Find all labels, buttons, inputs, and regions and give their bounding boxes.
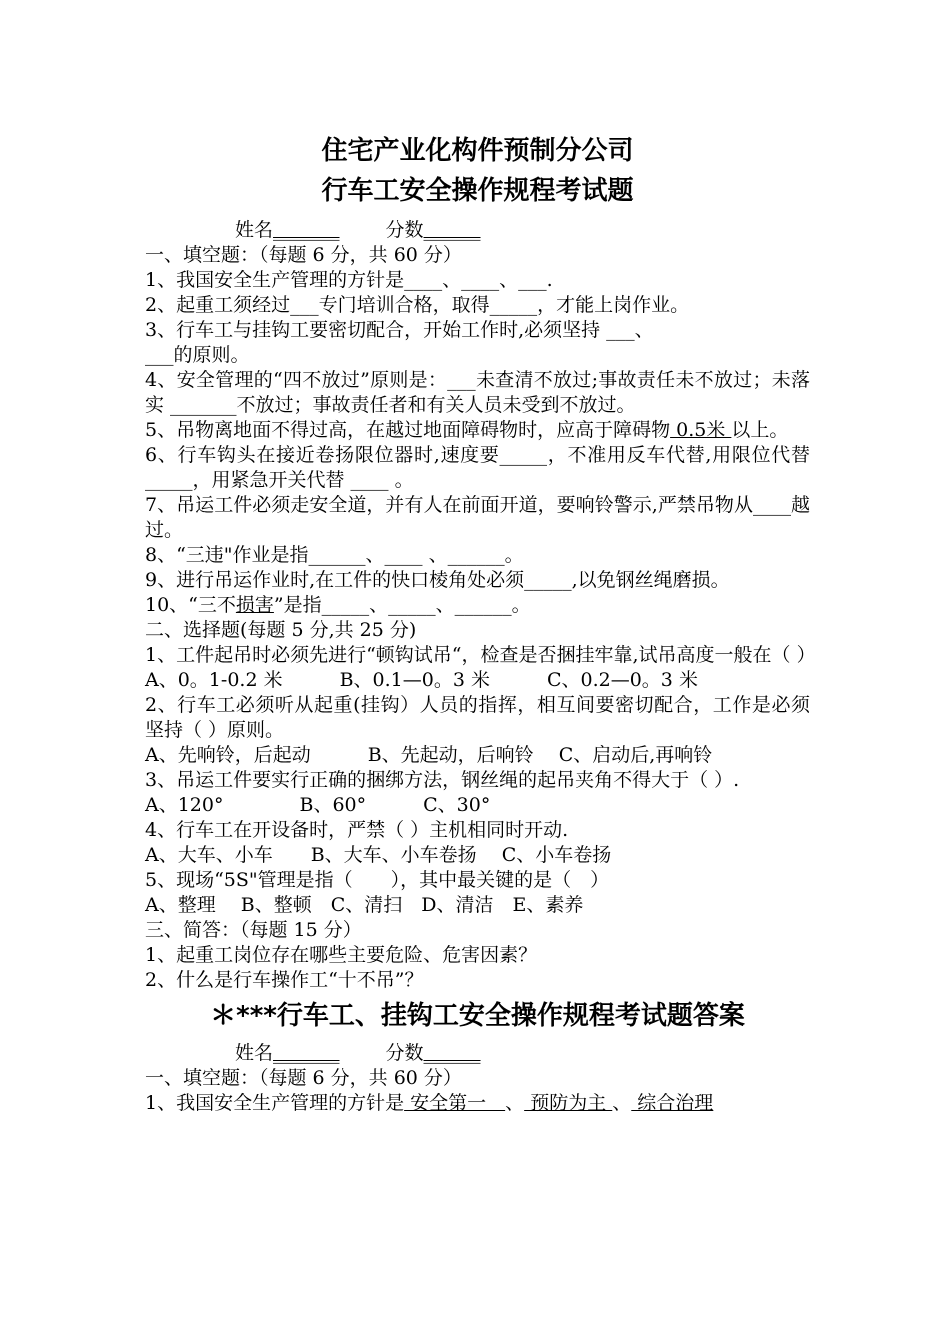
section-fill-blank: 一、填空题：（每题 6 分，共 60 分） (145, 244, 462, 266)
answer-score-blank: ______ (423, 1042, 481, 1064)
choice-2: 2、行车工必须听从起重(挂钩）人员的指挥，相互间要密切配合，工作是必须坚持（ ）原则。 (145, 694, 810, 741)
answer-name-blank: _______ (273, 1042, 340, 1064)
question-2: 2、起重工须经过___专门培训合格，取得_____，才能上岗作业。 (145, 294, 690, 316)
question-5-tail: 以上。 (731, 419, 789, 441)
answer-score-label: 分数 (385, 1042, 424, 1064)
short-answer-2: 2、什么是行车操作工“十不吊”？ (145, 969, 424, 991)
question-10-underlined: 损害 (235, 594, 274, 616)
question-10-tail: ”是指_____、_____、______。 (273, 594, 531, 616)
question-8: 8、“三违"作业是指______、____ 、______。 (145, 544, 524, 566)
choice-3-options: A、120° B、60° C、30° (145, 794, 491, 816)
question-6: 6、行车钩头在接近卷扬限位器时,速度要_____，不准用反车代替,用限位代替_____，用紧急开关代替 ____ 。 (145, 444, 810, 491)
answer-title: ＊***行车工、挂钩工安全操作规程考试题答案 (210, 1001, 745, 1031)
question-5-answer: 0.5米 (670, 419, 732, 441)
name-label: 姓名 (235, 219, 274, 241)
answer-1 (145, 1091, 810, 1116)
answer-1-text: 1、我国安全生产管理的方针是 (145, 1092, 405, 1114)
name-score-row (145, 218, 810, 243)
answer-1-value-1: 安全第一 (404, 1092, 506, 1114)
question-10-text: 10、“三不 (145, 594, 236, 616)
choice-4: 4、行车工在开设备时，严禁（ ）主机相同时开动. (145, 819, 569, 841)
section-choice: 二、选择题(每题 5 分,共 25 分) (145, 619, 417, 641)
answer-1-value-3: 综合治理 (631, 1092, 714, 1114)
question-3-line-1: 3、行车工与挂钩工要密切配合，开始工作时,必须坚持 ___、 (145, 319, 654, 341)
answer-1-value-2: 预防为主 (524, 1092, 613, 1114)
answer-1-sep-2: 、 (612, 1092, 632, 1114)
question-4: 4、安全管理的“四不放过”原则是：___未查清不放过;事故责任未不放过；未落实 _______不放过；事故责任者和有关人员未受到不放过。 (145, 369, 810, 416)
answer-name-label: 姓名 (235, 1042, 274, 1064)
answer-section-fill-blank: 一、填空题：（每题 6 分，共 60 分） (145, 1067, 462, 1089)
company-title: 住宅产业化构件预制分公司 (321, 136, 634, 166)
question-7: 7、吊运工件必须走安全道，并有人在前面开道，要响铃警示,严禁吊物从____越过。 (145, 494, 810, 541)
score-label: 分数 (385, 219, 424, 241)
choice-2-options: A、先响铃，后起动 B、先起动，后响铃 C、启动后,再响铃 (145, 744, 713, 766)
choice-3: 3、吊运工件要实行正确的捆绑方法，钢丝绳的起吊夹角不得大于（ ）. (145, 769, 740, 791)
question-9: 9、进行吊运作业时,在工件的快口棱角处必须_____,以免钢丝绳磨损。 (145, 569, 730, 591)
question-5-text: 5、吊物离地面不得过高，在越过地面障碍物时，应高于障碍物 (145, 419, 671, 441)
choice-1: 1、工件起吊时必须先进行“顿钩试吊“，检查是否捆挂牢靠,试吊高度一般在（ ） (145, 644, 816, 666)
exam-content (145, 130, 816, 1116)
choice-5: 5、现场“5S"管理是指（ ），其中最关键的是（ ） (145, 869, 610, 891)
question-10 (145, 593, 810, 618)
name-blank: _______ (273, 219, 340, 241)
choice-1-options: A、0。1-0.2 米 B、0.1—0。3 米 C、0.2—0。3 米 (145, 669, 698, 691)
exam-title: 行车工安全操作规程考试题 (321, 176, 634, 206)
choice-5-options: A、整理 B、整顿 C、清扫 D、清洁 E、素养 (145, 894, 584, 916)
question-5 (145, 418, 810, 443)
answer-1-sep-1: 、 (505, 1092, 525, 1114)
question-3-line-2: ___的原则。 (145, 344, 250, 366)
answer-name-score-row (145, 1041, 810, 1066)
score-blank: ______ (423, 219, 481, 241)
question-1: 1、我国安全生产管理的方针是____、____、___. (145, 269, 553, 291)
choice-4-options: A、大车、小车 B、大车、小车卷扬 C、小车卷扬 (145, 844, 612, 866)
section-short-answer: 三、简答：（每题 15 分） (145, 919, 362, 941)
short-answer-1: 1、起重工岗位存在哪些主要危险、危害因素？ (145, 944, 538, 966)
